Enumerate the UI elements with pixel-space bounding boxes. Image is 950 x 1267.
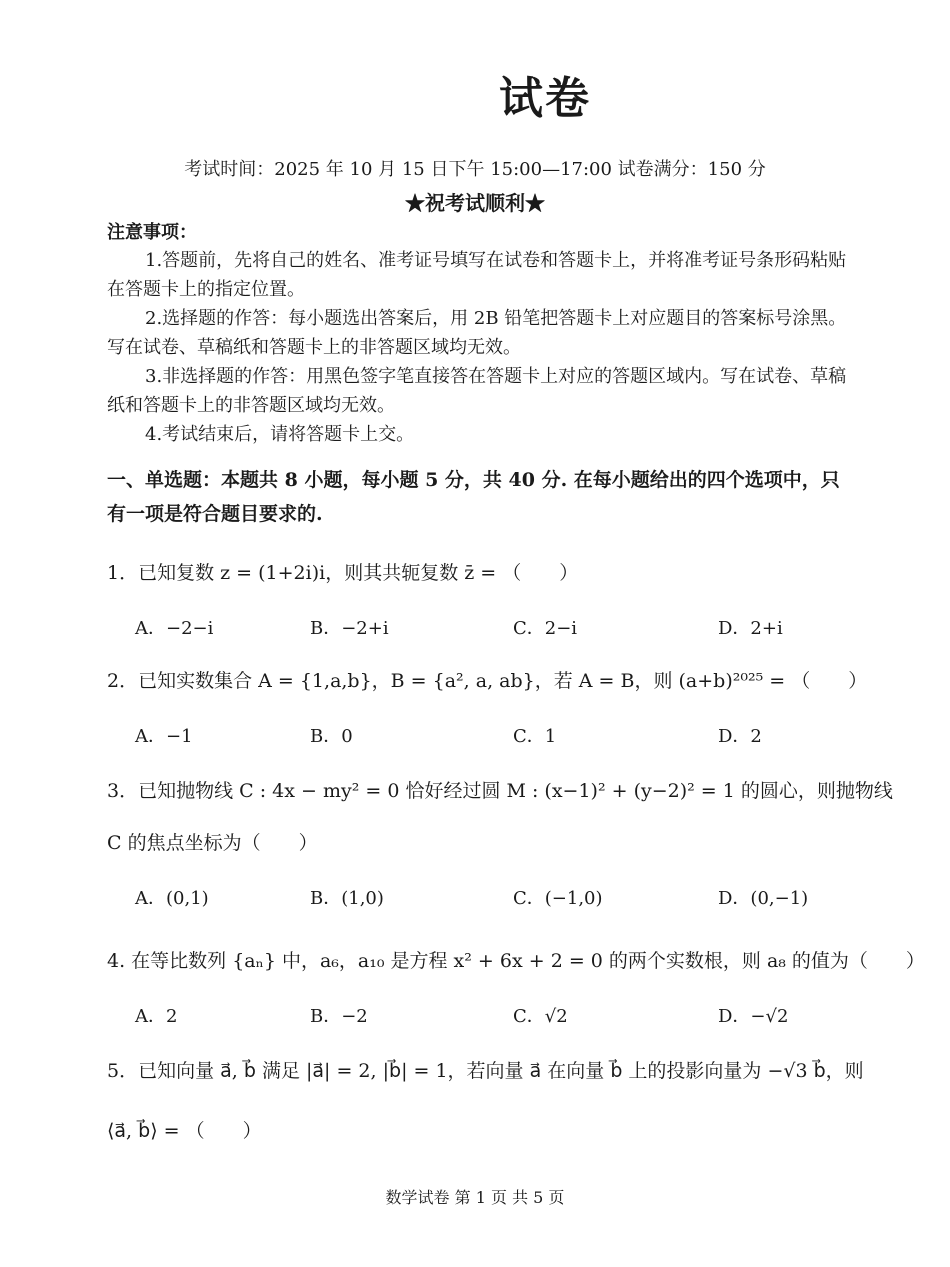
q3-option-c: C．(−1,0) xyxy=(513,888,603,909)
q4-option-d: D．−√2 xyxy=(718,1006,789,1027)
question-3-stem-line1: 3．已知抛物线 C : 4x − my² = 0 恰好经过圆 M : (x−1)² + (y−2)² = 1 的圆心，则抛物线 xyxy=(107,780,893,802)
q2-option-b: B．0 xyxy=(310,726,353,747)
question-4-stem: 4. 在等比数列 {aₙ} 中，a₆，a₁₀ 是方程 x² + 6x + 2 = 0 的两个实数根，则 a₈ 的值为（ ） xyxy=(107,950,925,972)
note-item: 2.选择题的作答：每小题选出答案后，用 2B 铅笔把答题卡上对应题目的答案标号涂黑。写在试卷、草稿纸和答题卡上的非答题区域均无效。 xyxy=(107,308,847,358)
question-5-stem-line2: ⟨a⃗, b⃗⟩ = （ ） xyxy=(107,1120,262,1142)
question-1-stem: 1．已知复数 z = (1+2i)i，则其共轭复数 z̄ = （ ） xyxy=(107,562,579,584)
q2-option-c: C．1 xyxy=(513,726,557,747)
motto: ★祝考试顺利★ xyxy=(405,191,545,215)
question-5-stem-line1: 5．已知向量 a⃗, b⃗ 满足 |a⃗| = 2, |b⃗| = 1，若向量 a⃗ 在向量 b⃗ 上的投影向量为 −√3 b⃗，则 xyxy=(107,1060,864,1082)
q3-option-a: A．(0,1) xyxy=(135,888,209,909)
note-item: 4.考试结束后，请将答题卡上交。 xyxy=(145,424,415,445)
q4-option-a: A．2 xyxy=(135,1006,178,1027)
q1-option-c: C．2−i xyxy=(513,618,578,639)
q1-option-a: A．−2−i xyxy=(135,618,214,639)
exam-info: 考试时间：2025 年 10 月 15 日下午 15:00—17:00 试卷满分：150 分 xyxy=(184,159,766,180)
notes-heading: 注意事项： xyxy=(107,222,197,243)
q3-option-d: D．(0,−1) xyxy=(718,888,809,909)
q1-option-b: B．−2+i xyxy=(310,618,389,639)
q4-option-c: C．√2 xyxy=(513,1006,568,1027)
page-footer: 数学试卷 第 1 页 共 5 页 xyxy=(385,1188,565,1207)
q3-option-b: B．(1,0) xyxy=(310,888,384,909)
question-3-stem-line2: C 的焦点坐标为（ ） xyxy=(107,832,318,854)
page-title: 试卷 xyxy=(499,73,591,124)
note-item: 3.非选择题的作答：用黑色签字笔直接答在答题卡上对应的答题区域内。写在试卷、草稿纸和答题卡上的非答题区域均无效。 xyxy=(107,366,847,416)
question-2-stem: 2．已知实数集合 A = {1,a,b}，B = {a², a, ab}，若 A = B，则 (a+b)²⁰²⁵ = （ ） xyxy=(107,670,868,692)
q2-option-d: D．2 xyxy=(718,726,762,747)
note-item: 1.答题前，先将自己的姓名、准考证号填写在试卷和答题卡上，并将准考证号条形码粘贴在答题卡上的指定位置。 xyxy=(107,250,847,300)
section-heading: 一、单选题：本题共 8 小题，每小题 5 分，共 40 分. 在每小题给出的四个选项中，只有一项是符合题目要求的. xyxy=(107,469,840,525)
q4-option-b: B．−2 xyxy=(310,1006,368,1027)
q2-option-a: A．−1 xyxy=(135,726,193,747)
q1-option-d: D．2+i xyxy=(718,618,783,639)
